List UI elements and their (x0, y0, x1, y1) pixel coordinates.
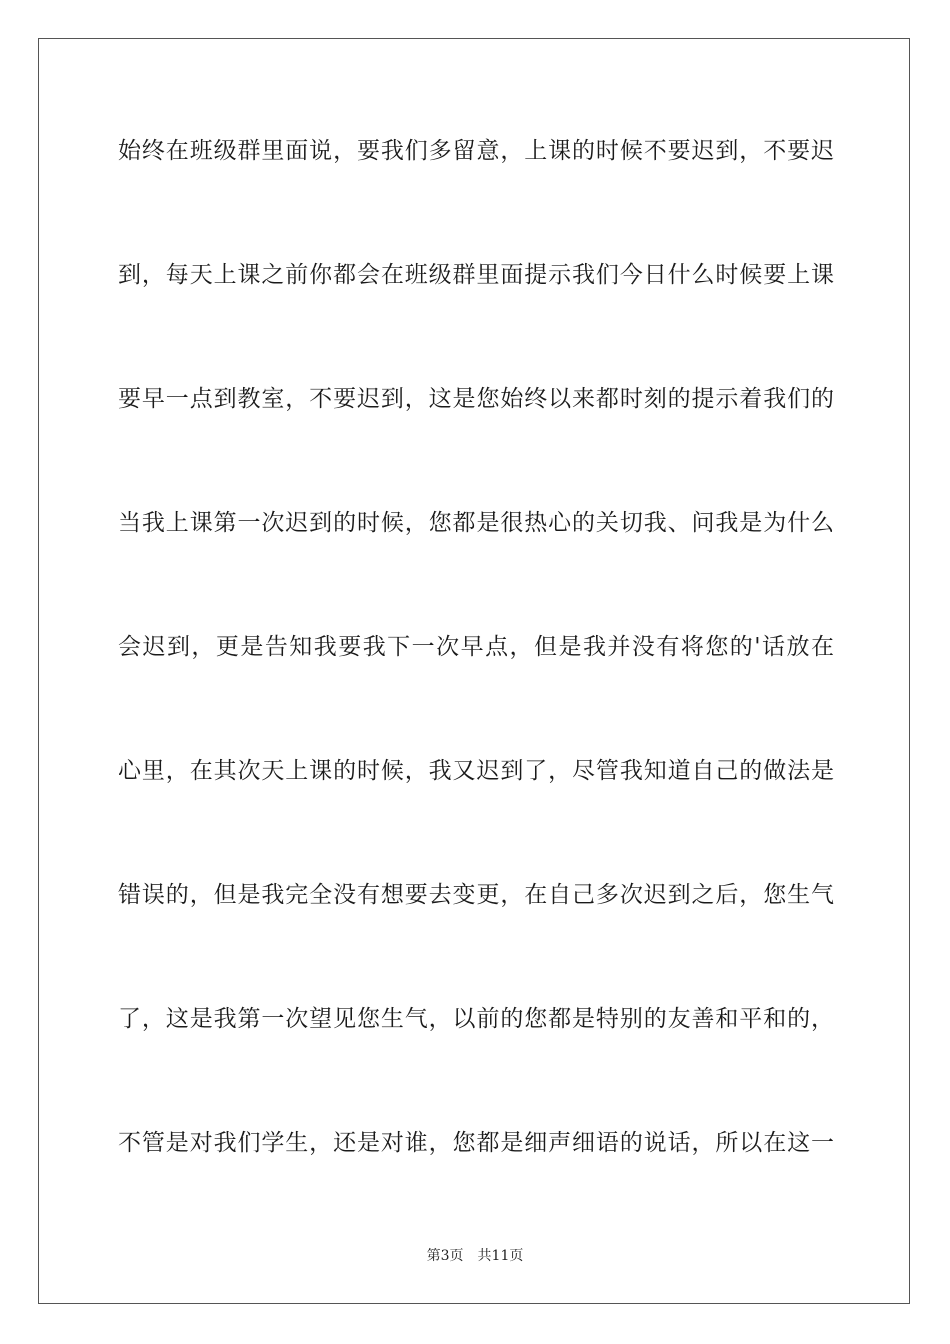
paragraph-line: 不管是对我们学生，还是对谁，您都是细声细语的说话，所以在这一 (118, 1130, 834, 1156)
paragraph-line: 到，每天上课之前你都会在班级群里面提示我们今日什么时候要上课 (118, 262, 834, 288)
page-footer (0, 1245, 950, 1265)
paragraph-line: 心里，在其次天上课的时候，我又迟到了，尽管我知道自己的做法是 (118, 758, 834, 784)
paragraph-line: 要早一点到教室，不要迟到，这是您始终以来都时刻的提示着我们的 (118, 386, 834, 412)
paragraph-line: 始终在班级群里面说，要我们多留意，上课的时候不要迟到，不要迟 (118, 138, 834, 164)
page-frame (38, 38, 910, 1304)
page-number: 第3页 (426, 1248, 464, 1264)
paragraph-line: 了，这是我第一次望见您生气，以前的您都是特别的友善和平和的， (118, 1006, 834, 1032)
paragraph-line: 当我上课第一次迟到的时候，您都是很热心的关切我、问我是为什么 (118, 510, 834, 536)
paragraph-line: 会迟到，更是告知我要我下一次早点，但是我并没有将您的'话放在 (118, 634, 834, 660)
total-pages: 共11页 (477, 1248, 524, 1264)
paragraph-line: 错误的，但是我完全没有想要去变更，在自己多次迟到之后，您生气 (118, 882, 834, 908)
